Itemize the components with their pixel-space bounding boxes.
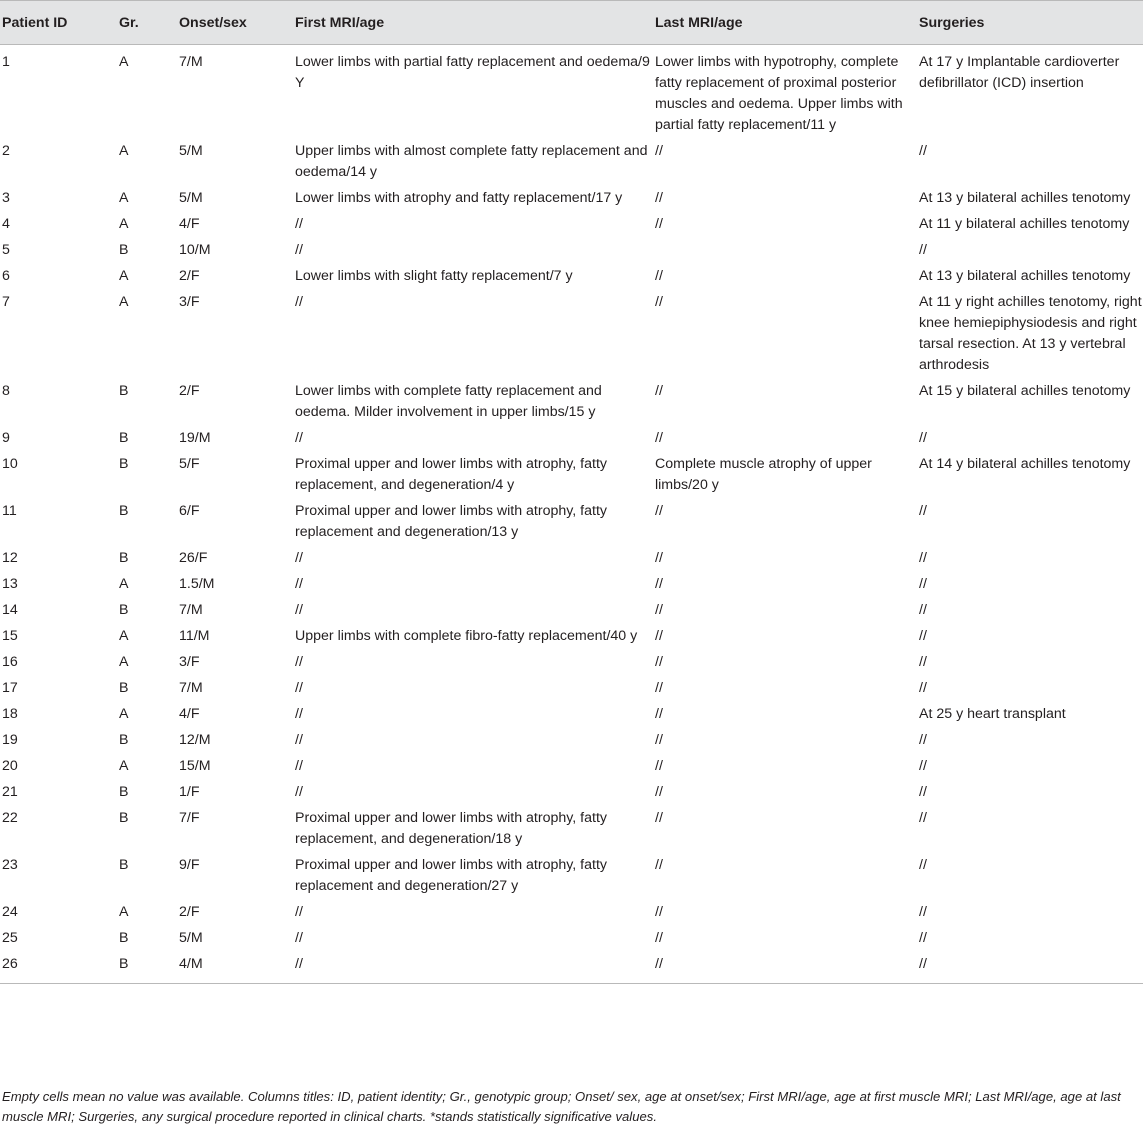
table-row xyxy=(0,379,1143,426)
header-last-mri: Last MRI/age xyxy=(653,1,917,45)
cell-onset-sex: 5/M xyxy=(179,190,203,206)
cell-group: A xyxy=(119,268,129,284)
cell-first-mri: // xyxy=(295,576,303,592)
cell-surgeries: // xyxy=(919,857,927,873)
cell-last-mri: // xyxy=(655,706,663,722)
cell-group: B xyxy=(119,680,129,696)
table-row xyxy=(0,676,1143,702)
cell-patient-id: 23 xyxy=(2,857,18,873)
cell-group: A xyxy=(119,654,129,670)
cell-patient-id: 24 xyxy=(2,904,18,920)
cell-surgeries: // xyxy=(917,952,1143,984)
cell-group: B xyxy=(117,952,177,984)
table-row xyxy=(0,853,1143,900)
cell-last-mri: Complete muscle atrophy of upper limbs/20 y xyxy=(655,456,872,493)
cell-onset-sex: 7/M xyxy=(179,680,203,696)
cell-surgeries: // xyxy=(919,628,927,644)
cell-last-mri: // xyxy=(655,430,663,446)
cell-onset-sex: 10/M xyxy=(179,242,211,258)
cell-group: A xyxy=(119,216,129,232)
cell-surgeries: // xyxy=(919,732,927,748)
cell-patient-id: 25 xyxy=(2,930,18,946)
cell-first-mri: // xyxy=(293,952,653,984)
cell-last-mri: Lower limbs with hypotrophy, complete fatty replacement of proximal posterior muscles and oedema. Upper limbs with partial fatty replacement/11 y xyxy=(655,54,903,133)
cell-surgeries: // xyxy=(919,503,927,519)
cell-first-mri: // xyxy=(295,216,303,232)
cell-surgeries: At 11 y bilateral achilles tenotomy xyxy=(919,216,1130,232)
cell-patient-id: 18 xyxy=(2,706,18,722)
cell-surgeries: At 25 y heart transplant xyxy=(919,706,1066,722)
cell-first-mri: Upper limbs with almost complete fatty replacement and oedema/14 y xyxy=(295,143,648,180)
cell-last-mri: // xyxy=(655,904,663,920)
table-header xyxy=(0,1,1143,45)
cell-onset-sex: 4/F xyxy=(179,706,200,722)
cell-last-mri: // xyxy=(655,628,663,644)
table-row xyxy=(0,186,1143,212)
table-row xyxy=(0,452,1143,499)
cell-patient-id: 12 xyxy=(2,550,18,566)
cell-last-mri: // xyxy=(655,732,663,748)
cell-first-mri: // xyxy=(295,294,303,310)
cell-surgeries: At 15 y bilateral achilles tenotomy xyxy=(919,383,1131,399)
cell-first-mri: // xyxy=(295,904,303,920)
cell-group: B xyxy=(119,503,129,519)
cell-first-mri: // xyxy=(295,680,303,696)
cell-group: B xyxy=(119,810,129,826)
cell-first-mri: // xyxy=(295,654,303,670)
cell-patient-id: 7 xyxy=(2,294,10,310)
table-row xyxy=(0,499,1143,546)
cell-last-mri: // xyxy=(655,784,663,800)
cell-patient-id: 21 xyxy=(2,784,18,800)
table-row xyxy=(0,754,1143,780)
cell-patient-id: 16 xyxy=(2,654,18,670)
cell-last-mri: // xyxy=(653,952,917,984)
cell-onset-sex: 7/F xyxy=(179,810,200,826)
cell-last-mri: // xyxy=(655,294,663,310)
cell-onset-sex: 2/F xyxy=(179,904,200,920)
table-row xyxy=(0,238,1143,264)
cell-onset-sex: 5/M xyxy=(179,930,203,946)
cell-patient-id: 8 xyxy=(2,383,10,399)
cell-onset-sex: 4/M xyxy=(177,952,293,984)
cell-onset-sex: 2/F xyxy=(179,383,200,399)
cell-group: A xyxy=(119,143,129,159)
cell-first-mri: Lower limbs with slight fatty replacement/7 y xyxy=(295,268,573,284)
table-row xyxy=(0,426,1143,452)
header-onset-sex: Onset/sex xyxy=(177,1,293,45)
table-row xyxy=(0,264,1143,290)
cell-patient-id: 26 xyxy=(0,952,117,984)
cell-first-mri: // xyxy=(295,430,303,446)
cell-last-mri: // xyxy=(655,268,663,284)
header-group: Gr. xyxy=(117,1,177,45)
cell-onset-sex: 2/F xyxy=(179,268,200,284)
cell-surgeries: // xyxy=(919,680,927,696)
cell-first-mri: Upper limbs with complete fibro-fatty replacement/40 y xyxy=(295,628,638,644)
cell-group: A xyxy=(119,628,129,644)
cell-surgeries: At 14 y bilateral achilles tenotomy xyxy=(919,456,1131,472)
cell-patient-id: 15 xyxy=(2,628,18,644)
cell-group: A xyxy=(119,294,129,310)
cell-surgeries: // xyxy=(919,242,927,258)
cell-surgeries: // xyxy=(919,550,927,566)
cell-patient-id: 20 xyxy=(2,758,18,774)
cell-last-mri: // xyxy=(655,216,663,232)
cell-surgeries: // xyxy=(919,143,927,159)
table-row xyxy=(0,650,1143,676)
cell-last-mri: // xyxy=(655,680,663,696)
cell-group: A xyxy=(119,758,129,774)
table-row xyxy=(0,806,1143,853)
cell-surgeries: // xyxy=(919,930,927,946)
cell-first-mri: // xyxy=(295,602,303,618)
table-row xyxy=(0,780,1143,806)
cell-onset-sex: 3/F xyxy=(179,294,200,310)
table-row xyxy=(0,546,1143,572)
cell-onset-sex: 12/M xyxy=(179,732,211,748)
cell-surgeries: // xyxy=(919,758,927,774)
table-body xyxy=(0,45,1143,984)
cell-group: B xyxy=(119,857,129,873)
cell-first-mri: // xyxy=(295,550,303,566)
cell-patient-id: 11 xyxy=(2,503,17,519)
cell-last-mri: // xyxy=(655,383,663,399)
cell-first-mri: Proximal upper and lower limbs with atrophy, fatty replacement and degeneration/27 y xyxy=(295,857,607,894)
cell-last-mri: // xyxy=(655,143,663,159)
cell-patient-id: 2 xyxy=(2,143,10,159)
cell-first-mri: Lower limbs with complete fatty replacement and oedema. Milder involvement in upper limbs/15 y xyxy=(295,383,602,420)
cell-group: B xyxy=(119,732,129,748)
cell-group: A xyxy=(119,576,129,592)
table-row xyxy=(0,572,1143,598)
cell-group: A xyxy=(119,904,129,920)
cell-first-mri: Proximal upper and lower limbs with atrophy, fatty replacement, and degeneration/4 y xyxy=(295,456,607,493)
cell-onset-sex: 5/F xyxy=(179,456,200,472)
cell-first-mri: // xyxy=(295,706,303,722)
cell-patient-id: 14 xyxy=(2,602,18,618)
cell-surgeries: At 11 y right achilles tenotomy, right knee hemiepiphysiodesis and right tarsal resection. At 13 y vertebral arthrodesis xyxy=(919,294,1142,373)
cell-group: A xyxy=(119,190,129,206)
cell-last-mri: // xyxy=(655,503,663,519)
cell-patient-id: 4 xyxy=(2,216,10,232)
cell-surgeries: // xyxy=(919,810,927,826)
cell-group: B xyxy=(119,550,129,566)
table-row xyxy=(0,624,1143,650)
cell-first-mri: Proximal upper and lower limbs with atrophy, fatty replacement, and degeneration/18 y xyxy=(295,810,607,847)
cell-patient-id: 22 xyxy=(2,810,18,826)
cell-last-mri: // xyxy=(655,810,663,826)
cell-last-mri: // xyxy=(655,576,663,592)
cell-patient-id: 3 xyxy=(2,190,10,206)
cell-onset-sex: 1/F xyxy=(179,784,200,800)
table-row xyxy=(0,290,1143,379)
cell-patient-id: 6 xyxy=(2,268,10,284)
cell-onset-sex: 3/F xyxy=(179,654,200,670)
cell-first-mri: // xyxy=(295,930,303,946)
table-footnote: Empty cells mean no value was available. Columns titles: ID, patient identity; Gr., genotypic group; Onset/ sex, age at onset/sex; First MRI/age, age at first muscle MRI; Last MRI/age, age at last muscle MRI; Surgeries, any surgical procedure reported in clinical charts. *stands statistically significative values. xyxy=(2,1089,1121,1124)
cell-onset-sex: 26/F xyxy=(179,550,208,566)
cell-surgeries: // xyxy=(919,602,927,618)
table-row xyxy=(0,598,1143,624)
cell-last-mri: // xyxy=(655,190,663,206)
cell-patient-id: 10 xyxy=(2,456,18,472)
cell-group: B xyxy=(119,602,129,618)
cell-group: B xyxy=(119,242,129,258)
cell-first-mri: Proximal upper and lower limbs with atrophy, fatty replacement and degeneration/13 y xyxy=(295,503,607,540)
header-surgeries: Surgeries xyxy=(917,1,1143,45)
cell-surgeries: // xyxy=(919,784,927,800)
cell-first-mri: // xyxy=(295,242,303,258)
table-row xyxy=(0,139,1143,186)
cell-group: B xyxy=(119,430,129,446)
cell-group: B xyxy=(119,456,129,472)
cell-surgeries: At 17 y Implantable cardioverter defibrillator (ICD) insertion xyxy=(919,54,1120,91)
cell-first-mri: Lower limbs with partial fatty replacement and oedema/9 Y xyxy=(295,54,650,91)
header-row xyxy=(0,1,1143,45)
cell-onset-sex: 15/M xyxy=(179,758,211,774)
cell-last-mri: // xyxy=(655,550,663,566)
cell-last-mri: // xyxy=(655,654,663,670)
cell-onset-sex: 6/F xyxy=(179,503,200,519)
cell-surgeries: // xyxy=(919,430,927,446)
cell-first-mri: Lower limbs with atrophy and fatty replacement/17 y xyxy=(295,190,623,206)
cell-onset-sex: 7/M xyxy=(179,54,203,70)
table-row xyxy=(0,728,1143,754)
table-row xyxy=(0,702,1143,728)
cell-group: B xyxy=(119,383,129,399)
cell-onset-sex: 11/M xyxy=(179,628,210,644)
cell-surgeries: // xyxy=(919,904,927,920)
cell-group: A xyxy=(119,54,129,70)
cell-onset-sex: 4/F xyxy=(179,216,200,232)
table-row xyxy=(0,212,1143,238)
cell-onset-sex: 7/M xyxy=(179,602,203,618)
cell-patient-id: 5 xyxy=(2,242,10,258)
cell-last-mri: // xyxy=(655,602,663,618)
header-patient-id: Patient ID xyxy=(0,1,117,45)
cell-onset-sex: 19/M xyxy=(179,430,211,446)
cell-surgeries: // xyxy=(919,654,927,670)
cell-surgeries: // xyxy=(919,576,927,592)
cell-last-mri xyxy=(653,238,917,264)
table-row xyxy=(0,926,1143,952)
cell-group: B xyxy=(119,930,129,946)
cell-onset-sex: 5/M xyxy=(179,143,203,159)
cell-group: A xyxy=(119,706,129,722)
cell-group: B xyxy=(119,784,129,800)
cell-patient-id: 17 xyxy=(2,680,18,696)
cell-last-mri: // xyxy=(655,930,663,946)
cell-onset-sex: 9/F xyxy=(179,857,200,873)
table-row xyxy=(0,45,1143,140)
cell-surgeries: At 13 y bilateral achilles tenotomy xyxy=(919,190,1131,206)
cell-last-mri: // xyxy=(655,758,663,774)
cell-patient-id: 9 xyxy=(2,430,10,446)
cell-last-mri: // xyxy=(655,857,663,873)
table-row xyxy=(0,900,1143,926)
table-row xyxy=(0,952,1143,984)
cell-surgeries: At 13 y bilateral achilles tenotomy xyxy=(919,268,1131,284)
cell-onset-sex: 1.5/M xyxy=(179,576,215,592)
cell-patient-id: 19 xyxy=(2,732,18,748)
cell-patient-id: 1 xyxy=(2,54,10,70)
cell-first-mri: // xyxy=(295,758,303,774)
cell-first-mri: // xyxy=(295,732,303,748)
header-first-mri: First MRI/age xyxy=(293,1,653,45)
cell-first-mri: // xyxy=(295,784,303,800)
cell-patient-id: 13 xyxy=(2,576,18,592)
